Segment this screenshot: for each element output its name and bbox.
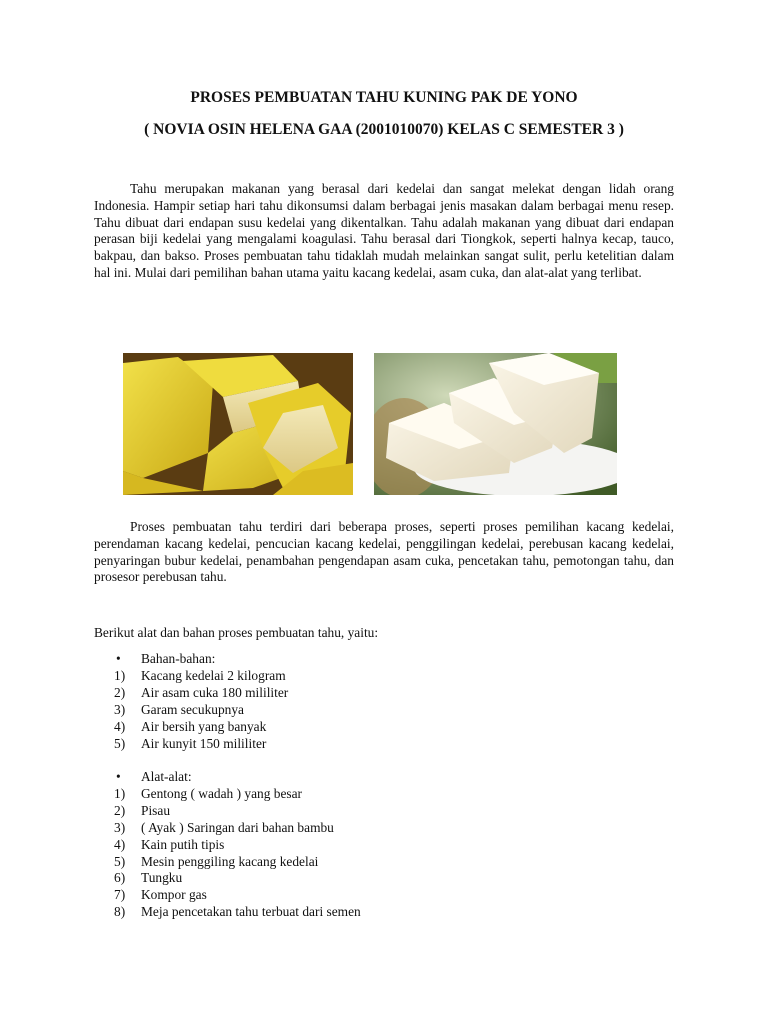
yellow-tofu-photo bbox=[123, 353, 353, 495]
list-item: 3) ( Ayak ) Saringan dari bahan bambu bbox=[114, 819, 334, 835]
document-title: PROSES PEMBUATAN TAHU KUNING PAK DE YONO bbox=[190, 89, 578, 106]
document-subtitle: ( NOVIA OSIN HELENA GAA (2001010070) KELAS C SEMESTER 3 ) bbox=[144, 121, 624, 138]
list-item: 2) Pisau bbox=[114, 802, 171, 818]
tools-heading: • Alat-alat: bbox=[116, 769, 192, 784]
tools-list bbox=[114, 769, 361, 921]
list-item: 4) Kain putih tipis bbox=[114, 836, 225, 852]
list-item: 8) Meja pencetakan tahu terbuat dari semen bbox=[114, 904, 361, 920]
white-tofu-photo bbox=[374, 353, 617, 495]
materials-intro: Berikut alat dan bahan proses pembuatan tahu, yaitu: bbox=[94, 625, 379, 640]
list-item: 3) Garam secukupnya bbox=[114, 701, 244, 717]
list-item: 1) Gentong ( wadah ) yang besar bbox=[114, 785, 303, 801]
ingredients-heading: • Bahan-bahan: bbox=[116, 651, 216, 666]
list-item: 7) Kompor gas bbox=[114, 887, 207, 903]
list-item: 5) Air kunyit 150 mililiter bbox=[114, 735, 267, 751]
ingredients-list bbox=[114, 651, 288, 752]
process-paragraph: Proses pembuatan tahu terdiri dari beberapa proses, seperti proses pemilihan kacang kedelai, perendaman kacang kedelai, pencucian kacang kedelai, penggilingan kedelai, perebusan kacang kedelai, penyaringan bubur kedelai, penambahan pengendapan asam cuka, pencetakan tahu, pemotongan tahu, dan prosesor perebusan tahu. bbox=[94, 519, 674, 585]
list-item: 2) Air asam cuka 180 mililiter bbox=[114, 684, 289, 700]
intro-paragraph: Tahu merupakan makanan yang berasal dari kedelai dan sangat melekat dengan lidah orang Indonesia. Hampir setiap hari tahu dikonsumsi dalam berbagai jenis masakan dalam berbagai menu resep. Tahu dibuat dari endapan susu kedelai yang dikentalkan. Tahu adalah makanan yang dibuat dari endapan perasan biji kedelai yang mengalami koagulasi. Tahu berasal dari Tiongkok, seperti halnya kecap, tauco, bakpau, dan bakso. Proses pembuatan tahu tidaklah mudah melainkan sangat sulit, perlu ketelitian dalam hal ini. Mulai dari pemilihan bahan utama yaitu kacang kedelai, asam cuka, dan alat-alat yang terlibat. bbox=[94, 181, 674, 280]
list-item: 1) Kacang kedelai 2 kilogram bbox=[114, 667, 286, 683]
bullet-icon: • bbox=[116, 651, 121, 666]
list-item: 6) Tungku bbox=[114, 870, 183, 886]
list-item: 5) Mesin penggiling kacang kedelai bbox=[114, 853, 319, 869]
list-item: 4) Air bersih yang banyak bbox=[114, 718, 267, 734]
bullet-icon: • bbox=[116, 769, 121, 784]
